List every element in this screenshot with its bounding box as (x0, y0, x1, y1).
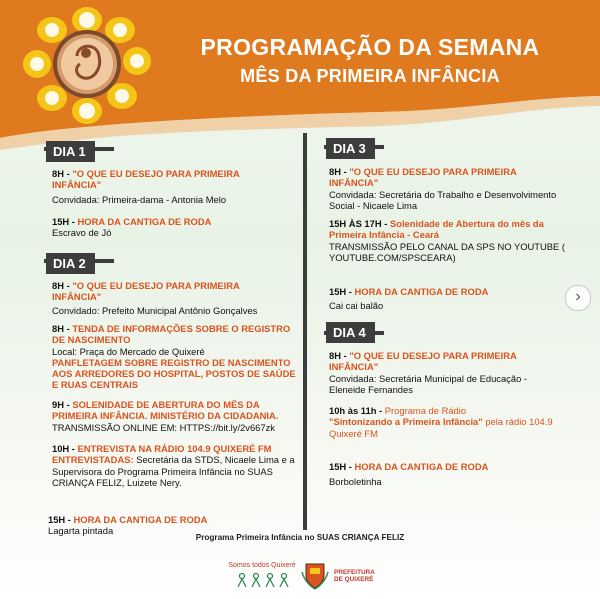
dia4-e2-title: "Sintonizando a Primeira Infância" (329, 416, 483, 428)
people-icon (226, 560, 298, 590)
dia4-e3-desc: Borboletinha (329, 476, 382, 488)
dia4-e3-time: 15H - (329, 461, 355, 472)
page-title: PROGRAMAÇÃO DA SEMANA (200, 34, 540, 60)
dia3-e3-desc: Cai cai balão (329, 300, 384, 312)
prefeitura-logo (300, 560, 382, 590)
dia1-event1 (52, 168, 262, 205)
city-crest-icon (300, 560, 330, 590)
logo2-line2: DE QUIXERÉ (334, 576, 374, 583)
dia1-event2 (52, 216, 282, 239)
dia2-e4-title: ENTREVISTA NA RÁDIO 104.9 QUIXERÉ FM (77, 443, 272, 454)
dia4-event2 (329, 405, 564, 439)
page-subtitle: MÊS DA PRIMEIRA INFÂNCIA (240, 66, 500, 86)
dia2-e3-time: 9H - (52, 399, 73, 410)
dia2-e5-desc: Lagarta pintada (48, 525, 114, 537)
dia4-event1 (329, 350, 564, 395)
dia4-e1-time: 8H - (329, 350, 350, 361)
dia1-e2-title: HORA DA CANTIGA DE RODA (77, 216, 212, 227)
somos-todos-logo (226, 560, 298, 590)
footer-program: Programa Primeira Infância no SUAS CRIANÇA FELIZ (195, 533, 405, 542)
dia2-event2 (52, 323, 302, 391)
dia1-label: DIA 1 (46, 141, 95, 162)
column-divider (303, 133, 307, 530)
dia3-e2-title: Solenidade de Abertura do mês da Primeira Infância - Ceará (329, 218, 544, 241)
dia2-e1-desc: Convidado: Prefeito Municipal Antônio Gonçalves (52, 304, 258, 316)
dia2-e3-desc: TRANSMISSÃO ONLINE EM: HTTPS://bit.ly/2v667zk (52, 421, 275, 433)
dia3-event2 (329, 218, 569, 263)
dia2-event1 (52, 280, 277, 316)
dia2-e1-time: 8H - (52, 280, 73, 291)
dia4-e2-time: 10h às 11h - (329, 405, 385, 416)
logo2-line1: PREFEITURA (334, 569, 375, 576)
dia4-e1-title: "O QUE EU DESEJO PARA PRIMEIRA INFÂNCIA" (329, 350, 517, 373)
dia3-e1-time: 8H - (329, 166, 350, 177)
dia2-e2-time: 8H - (52, 323, 73, 334)
dia3-e2-desc: TRANSMISSÃO PELO CANAL DA SPS NO YOUTUBE ( YOUTUBE.COM/SPSCEARA) (329, 240, 565, 263)
dia2-e1-title: "O QUE EU DESEJO PARA PRIMEIRA INFÂNCIA" (52, 280, 240, 303)
dia4-e2-desc: pela rádio 104.9 Quixeré FM (329, 416, 553, 439)
dia4-e1-desc: Convidada: Secretária Municipal de Educação - Eleneide Fernandes (329, 372, 528, 395)
dia3-e3-time: 15H - (329, 286, 355, 297)
dia2-e2-desc: Local: Praça do Mercado de Quixeré (52, 345, 205, 357)
logo1-text: Somos todos Quixeré (228, 562, 296, 569)
dia2-e4-label: ENTREVISTADAS: (52, 454, 134, 466)
dia1-e1-time: 8H - (52, 168, 73, 179)
dia3-e1-title: "O QUE EU DESEJO PARA PRIMEIRA INFÂNCIA" (329, 166, 517, 189)
dia2-e3-title: SOLENIDADE DE ABERTURA DO MÊS DA PRIMEIRA INFÂNCIA. MINISTÉRIO DA CIDADANIA. (52, 399, 279, 422)
dia3-e2-time: 15H ÀS 17H - (329, 218, 390, 229)
dia3-label: DIA 3 (326, 138, 375, 159)
dia2-e4-time: 10H - (52, 443, 78, 454)
dia1-e2-desc: Escravo de Jó (52, 227, 112, 239)
dia4-event3 (329, 461, 559, 488)
dia2-event4 (52, 443, 297, 488)
dia3-event3 (329, 286, 559, 312)
dia2-e5-title: HORA DA CANTIGA DE RODA (73, 514, 208, 525)
dia3-event1 (329, 166, 559, 211)
dia1-e2-time: 15H - (52, 216, 78, 227)
dia1-e1-desc: Convidada: Primeira-dama - Antonia Melo (52, 193, 227, 205)
next-arrow-icon[interactable]: › (565, 285, 591, 311)
dia2-label: DIA 2 (46, 253, 95, 274)
dia2-e2-title: TENDA DE INFORMAÇÕES SOBRE O REGISTRO DE NASCIMENTO (52, 323, 291, 346)
dia4-label: DIA 4 (326, 322, 375, 343)
dia2-e2-extra: PANFLETAGEM SOBRE REGISTRO DE NASCIMENTO AOS ARREDORES DO HOSPITAL, POSTOS DE SAÚDE E RUAS CENTRAIS (52, 356, 296, 391)
dia2-e5-time: 15H - (48, 514, 74, 525)
dia1-e1-title: "O QUE EU DESEJO PARA PRIMEIRA INFÂNCIA" (52, 168, 240, 191)
dia4-e3-title: HORA DA CANTIGA DE RODA (354, 461, 489, 472)
logo2-text (334, 569, 375, 583)
dia3-e3-title: HORA DA CANTIGA DE RODA (354, 286, 489, 297)
dia3-e1-desc: Convidada: Secretária do Trabalho e Desenvolvimento Social - Nicaele Lima (329, 188, 557, 211)
dia2-event3 (52, 399, 302, 433)
dia2-e4-desc: Secretária da STDS, Nicaele Lima e a Supervisora do Programa Primeira Infância no SUAS CRIANÇA FELIZ, Luizete Nery. (52, 454, 295, 488)
dia4-e2-title-prefix: Programa de Rádio (384, 405, 467, 416)
flower-logo-icon (22, 6, 152, 126)
